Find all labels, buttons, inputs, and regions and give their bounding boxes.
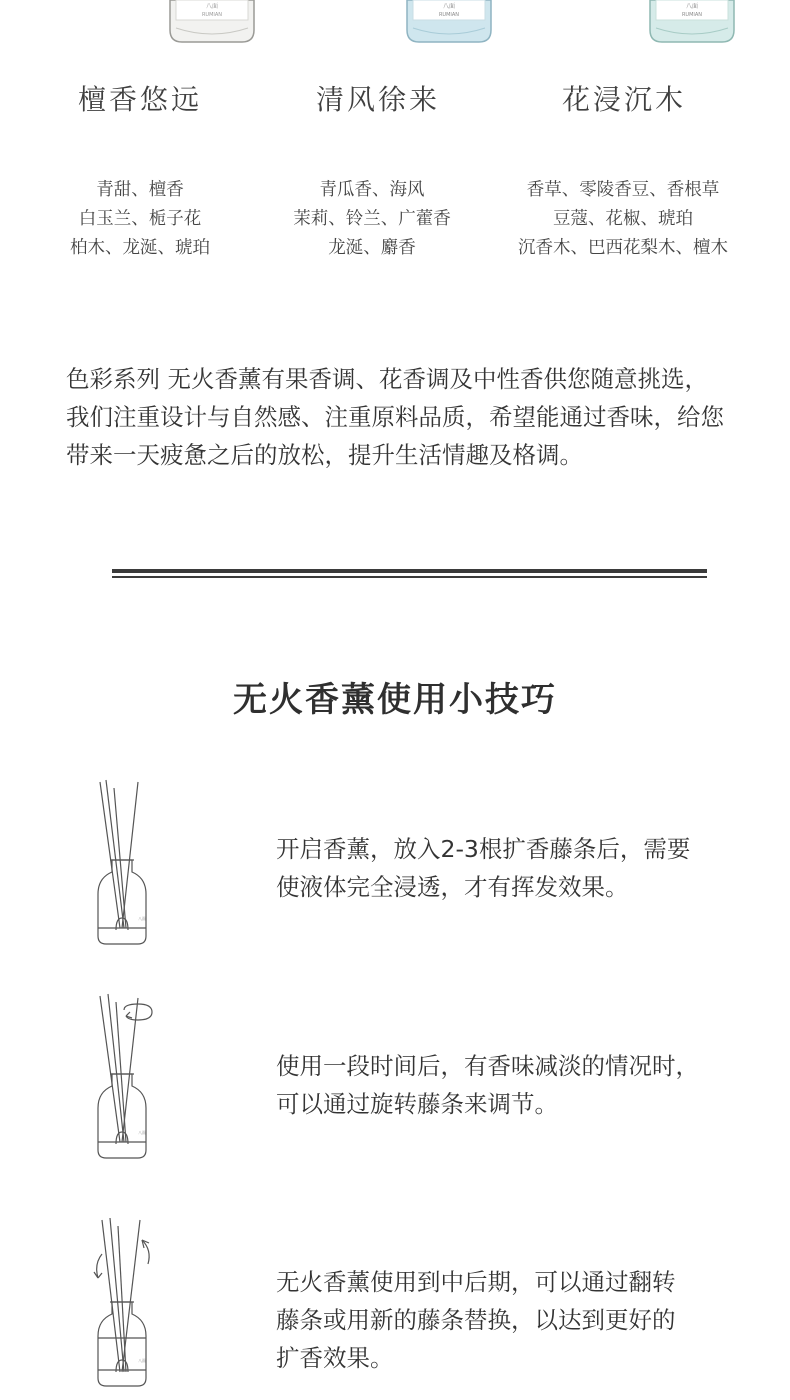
bottle-label: 八面: [205, 3, 219, 10]
scent-notes-sandalwood: [10, 176, 270, 263]
note-line: 沉香木、巴西花梨木、檀木: [518, 238, 728, 258]
tip-line: 藤条或用新的藤条替换，以达到更好的: [276, 1306, 676, 1334]
description-line: 色彩系列 无火香薰有果香调、花香调及中性香供您随意挑选，: [66, 365, 708, 393]
svg-text:八面: 八面: [138, 916, 146, 921]
tip-line: 使液体完全浸透，才有挥发效果。: [276, 873, 629, 901]
note-line: 豆蔻、花椒、琥珀: [553, 209, 693, 229]
scent-notes-agarwood: [493, 176, 753, 263]
scent-name-agarwood: 花浸沉木: [561, 83, 686, 116]
note-line: 青甜、檀香: [96, 180, 184, 200]
svg-text:八面: 八面: [138, 1358, 146, 1363]
scent-name-sandalwood: 檀香悠远: [77, 83, 202, 116]
diffuser-rotate-icon: [86, 992, 158, 1166]
tip-line: 无火香薰使用到中后期，可以通过翻转: [276, 1268, 676, 1296]
bottle-sandalwood: [166, 0, 258, 44]
note-line: 白玉兰、栀子花: [78, 209, 202, 229]
bottle-label: 八面: [685, 3, 699, 10]
bottle-sublabel: RUMIAN: [681, 12, 703, 18]
bottle-sublabel: RUMIAN: [201, 12, 223, 18]
description-line: 带来一天疲惫之后的放松，提升生活情趣及格调。: [66, 441, 583, 469]
note-line: 龙涎、麝香: [328, 238, 416, 258]
tip-text-3: [276, 1263, 736, 1377]
bottle-agarwood: [646, 0, 738, 44]
scent-notes-breeze: [242, 176, 502, 263]
svg-text:八面: 八面: [138, 1130, 146, 1135]
diffuser-flip-icon: [86, 1216, 158, 1394]
diffuser-sticks-icon: [86, 778, 158, 952]
bottle-breeze: [403, 0, 495, 44]
tip-line: 可以通过旋转藤条来调节。: [276, 1090, 558, 1118]
scent-name-breeze: 清风徐来: [315, 83, 440, 116]
description-line: 我们注重设计与自然感、注重原料品质，希望能通过香味，给您: [66, 403, 724, 431]
section-divider-thin: [112, 576, 707, 578]
note-line: 香草、零陵香豆、香根草: [526, 180, 720, 200]
section-divider: [112, 569, 707, 573]
tip-line: 开启香薰，放入2-3根扩香藤条后，需要: [276, 835, 691, 863]
tip-line: 使用一段时间后，有香味减淡的情况时，: [276, 1052, 699, 1080]
note-line: 柏木、龙涎、琥珀: [70, 238, 210, 258]
tips-title: 无火香薰使用小技巧: [233, 680, 557, 720]
note-line: 茉莉、铃兰、广藿香: [293, 209, 451, 229]
product-description: [66, 360, 746, 474]
bottle-label: 八面: [442, 3, 456, 10]
tip-text-2: [276, 1047, 736, 1123]
note-line: 青瓜香、海风: [319, 180, 425, 200]
bottle-sublabel: RUMIAN: [438, 12, 460, 18]
tip-text-1: [276, 830, 736, 906]
tip-line: 扩香效果。: [276, 1344, 394, 1372]
